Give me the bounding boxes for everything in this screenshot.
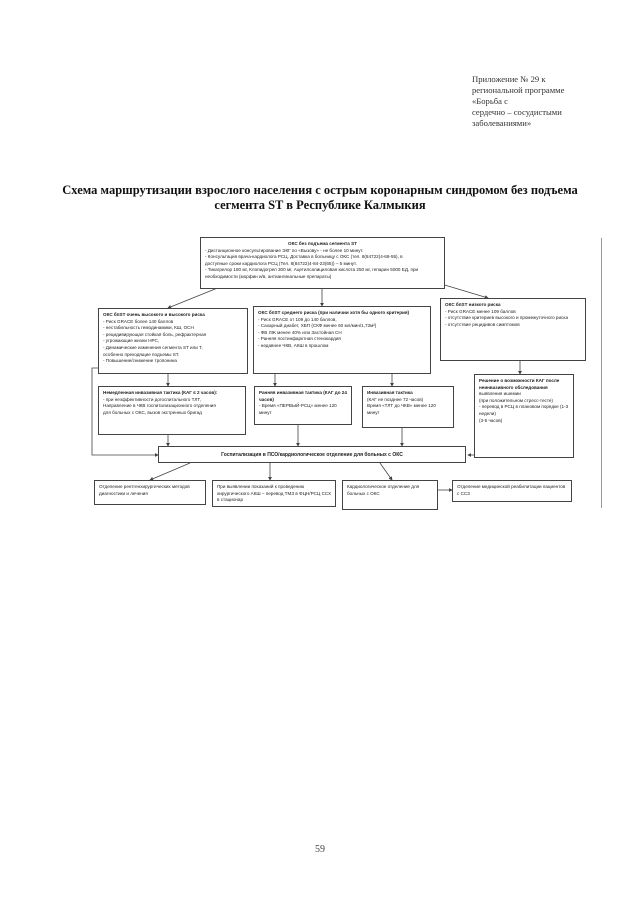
flow-box-line: - Ранняя постинфарктная стенокардия — [258, 336, 341, 342]
flow-box-cardiology-ward — [342, 480, 438, 510]
flow-box-low-risk — [440, 298, 586, 361]
flow-box-heading: Инвазивная тактика — [367, 390, 413, 395]
flow-box-line: (при положительном стресс-тесте) — [479, 397, 553, 403]
flow-box-heading: Ранняя инвазивная тактика (КАГ до 24 часов) — [259, 390, 347, 402]
flow-box-line: - отсутствие рецидивов симптомов — [445, 321, 520, 327]
flow-box-xray-surgery — [94, 480, 206, 505]
flow-box-line: - отсутствие критериев высокого и промежуточного риска — [445, 315, 568, 321]
flow-box-line: - Динамические изменения сегмента ST или Т, — [103, 344, 203, 350]
appendix-line: сердечно – сосудистыми — [472, 107, 562, 117]
flow-box-rehabilitation — [452, 480, 572, 502]
flow-box-line: особенно преходящие подъемы ST. — [103, 351, 180, 357]
flow-box-cabg-transfer — [212, 480, 336, 507]
flow-box-line: - недавнее ЧКВ, АКШ в прошлом — [258, 342, 329, 348]
appendix-line: заболеваниями» — [472, 118, 532, 128]
flow-box-line: - при неэффективности догоспитального ТЛТ, — [103, 396, 201, 402]
margin-rule — [601, 238, 602, 508]
flow-box-high-risk — [98, 308, 248, 374]
appendix-line: региональной программе — [472, 85, 565, 95]
arrow-top-left — [168, 287, 220, 308]
flow-box-line: - Сахарный диабет, ХБП (СКФ менее 60 мл/мин/1,73м²) — [258, 323, 377, 329]
flow-box-line: Время «ТЛТ до ЧКВ» менее 120 минут — [367, 403, 436, 415]
page-number: 59 — [315, 844, 325, 855]
flow-box-line: - угрожающие жизни НРС, — [103, 338, 160, 344]
flow-box-line: Направление в ЧКВ госпитализационного отделения — [103, 403, 216, 409]
flow-box-line: - Риск GRACE более 140 баллов — [103, 318, 174, 324]
flow-box-immediate-invasive — [98, 386, 246, 435]
flow-box-noninvasive-decision — [474, 374, 574, 458]
flow-box-heading: Решение о возможности КАГ после неинвазивного обследования — [479, 378, 560, 390]
flow-box-invasive-72h — [362, 386, 454, 428]
document-title: Схема маршрутизации взрослого населения с острым коронарным синдромом без подъема сегмента ST в Республике Калмыкия — [62, 183, 578, 212]
flow-box-line: Отделение рентгенхирургических методов диагностики и лечения — [99, 484, 190, 496]
flow-box-heading: Госпитализация в ПСО/кардиологическое отделение для больных с ОКС — [221, 452, 403, 458]
flow-box-line: Отделение медицинской реабилитации пациентов с ССЗ — [457, 484, 566, 496]
flow-box-line: (КАГ не позднее 72 часов) — [367, 396, 424, 402]
appendix-line: Приложение № 29 к — [472, 74, 546, 84]
flow-box-heading: ОКС бпST очень высокого и высокого риска — [103, 312, 205, 317]
flow-box-line: - Консультация врача-кардиолога РСЦ. Доставка в больницу с ОКС (тел. 8(84722)4-68-55), в — [205, 254, 403, 260]
arrow-hosp-b3 — [380, 463, 392, 480]
flow-box-line: (3-5 часов) — [479, 417, 503, 423]
flow-box-medium-risk — [253, 306, 431, 374]
arrow-hosp-b1 — [150, 463, 190, 480]
flow-box-top — [200, 237, 445, 289]
flow-box-line: - перевод в РСЦ в плановом порядке (1-3 недели) — [479, 404, 569, 416]
flow-box-line: - Повышение/снижение тропонина — [103, 358, 177, 364]
flow-box-heading: ОКС без подъема сегмента ST — [288, 241, 357, 246]
flow-box-line: - Риск GRACE от 109 до 140 баллов, — [258, 316, 337, 322]
flow-box-hospitalization — [158, 446, 466, 463]
flow-box-line: доступные сроки кардиолога РСЦ (Тел. 8(84722)4-84-23(65)) – 5 минут. — [205, 260, 357, 266]
flow-box-line: - нестабильность гемодинамики, КШ, ОСН — [103, 325, 194, 331]
flow-box-heading: ОКС бпST среднего риска (при наличии хотя бы одного критерия) — [258, 310, 410, 315]
flow-box-early-invasive — [254, 386, 352, 425]
flow-box-line: выявления ишемии — [479, 391, 521, 397]
flow-box-line: При выявлении показаний к проведению хирургического АКШ – перевод ТМЗ в ФЦН/РСЦ ССХ в стационар — [217, 484, 332, 503]
flow-box-line: необходимости (морфин и/в, антиангинальные препараты) — [205, 273, 332, 279]
appendix-line: «Борьба с — [472, 96, 508, 106]
flow-box-line: - Время «ПЕРВЫЙ-РСЦ» менее 120 минут — [259, 403, 337, 415]
flow-box-heading: Немедленная инвазивная тактика (КАГ ≤ 2 часов): — [103, 390, 218, 395]
flow-box-line: - ФВ ЛЖ менее 40% или Застойная СН — [258, 329, 342, 335]
flow-box-line: - Тикагрелор 180 мг, Клопидогрел 300 мг, Ацетилсалициловая кислота 250 мг, гепарин 5000 ЕД, при — [205, 267, 419, 273]
flow-box-line: - Риск GRACE менее 109 баллов — [445, 308, 516, 314]
flow-box-heading: ОКС бпST низкого риска — [445, 302, 501, 307]
flow-box-line: Кардиологическое отделение для больных с ОКС — [347, 484, 420, 496]
flow-box-line: - рецидивирующая стойкая боль, рефрактерная — [103, 331, 207, 337]
flow-box-line: - Дистанционное консультирование ЭКГ по «Вызову» - не более 10 минут. — [205, 247, 364, 253]
flow-box-line: для больных с ОКС, вызов экстренных бригад — [103, 409, 202, 415]
